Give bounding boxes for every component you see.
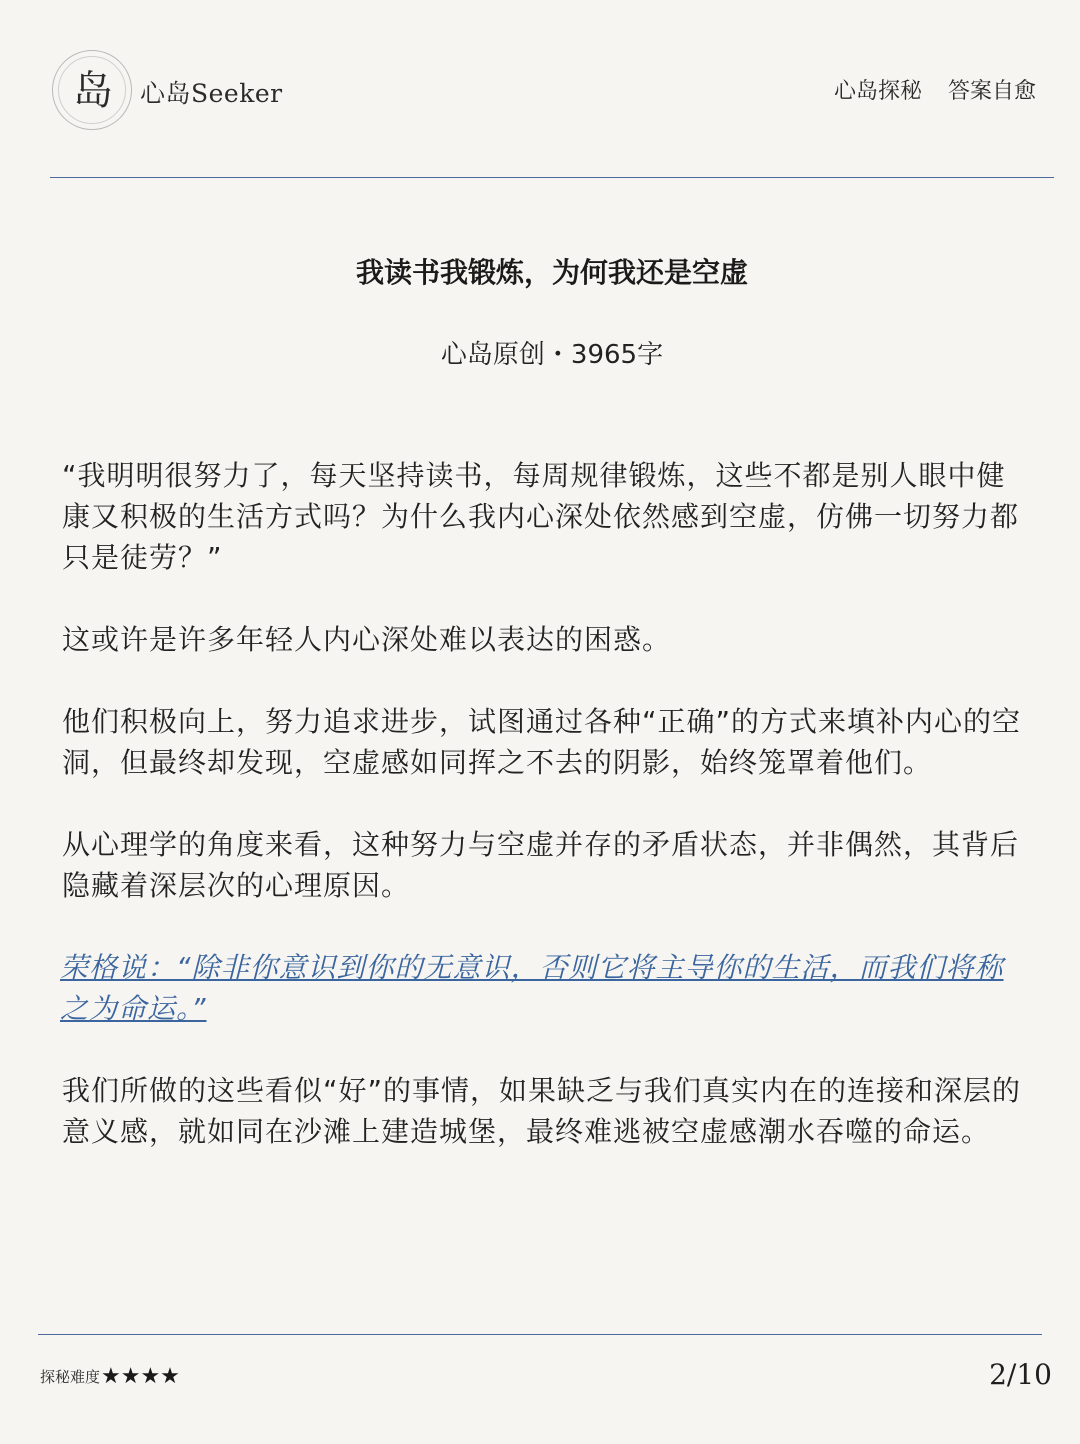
paragraph-3: 他们积极向上，努力追求进步，试图通过各种“正确”的方式来填补内心的空洞，但最终却发现，空虚感如同挥之不去的阴影，始终笼罩着他们。 — [62, 705, 1022, 779]
paragraph-6: 我们所做的这些看似“好”的事情，如果缺乏与我们真实内在的连接和深层的意义感，就如同在沙滩上建造城堡，最终难逃被空虚感潮水吞噬的命运。 — [62, 1074, 1022, 1148]
article-byline: 心岛原创・3965字 — [440, 340, 664, 370]
nav-item-answers[interactable]: 答案自愈 — [947, 79, 1036, 104]
jung-quote-link[interactable]: 荣格说：“除非你意识到你的无意识，否则它将主导你的生活，而我们将称之为命运。” — [60, 951, 1004, 1025]
paragraph-4: 从心理学的角度来看，这种努力与空虚并存的矛盾状态，并非偶然，其背后隐藏着深层次的心理原因。 — [62, 828, 1020, 902]
article-title: 我读书我锻炼，为何我还是空虚 — [355, 256, 748, 289]
paragraph-1: “我明明很努力了，每天坚持读书，每周规律锻炼，这些不都是别人眼中健康又积极的生活方式吗？为什么我内心深处依然感到空虚，仿佛一切努力都只是徒劳？” — [62, 459, 1020, 574]
logo-badge — [52, 50, 132, 130]
footer-divider — [38, 1334, 1042, 1335]
nav-item-explore[interactable]: 心岛探秘 — [833, 79, 922, 104]
paragraph-2: 这或许是许多年轻人内心深处难以表达的困惑。 — [62, 623, 672, 656]
difficulty-stars: ★★★★ — [101, 1364, 180, 1389]
article-body — [62, 455, 1022, 1193]
page-indicator: 2/10 — [989, 1358, 1052, 1391]
difficulty-label: 探秘难度 — [40, 1368, 101, 1386]
difficulty-rating — [40, 1364, 180, 1389]
header-divider — [50, 177, 1054, 178]
logo-char: 岛 — [73, 68, 113, 114]
header-nav — [834, 74, 1036, 105]
brand-name: 心岛Seeker — [140, 79, 283, 108]
